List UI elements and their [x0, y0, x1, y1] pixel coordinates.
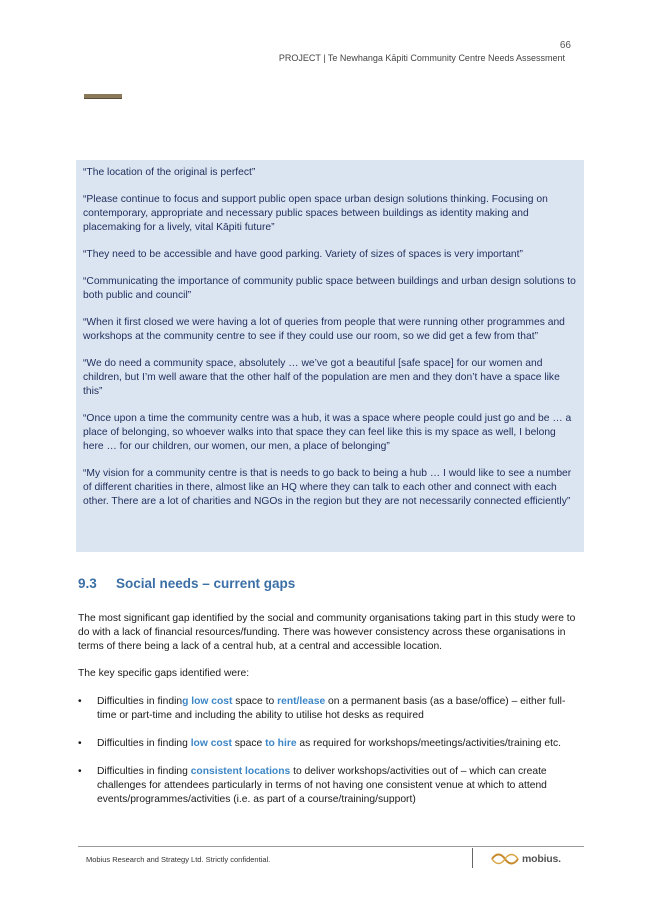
footer-divider [472, 848, 473, 868]
bullet-text: on a permanent basis (as a base/office) – either full-time or part-time and including the ability to utilise hot desks as required [97, 696, 566, 721]
highlight-text: g low cost [182, 696, 233, 707]
bullet-text: Difficulties in finding [97, 738, 191, 749]
bullet-text: Difficulties in findin [97, 696, 183, 707]
bullet-text: as required for workshops/meetings/activities/training etc. [296, 738, 561, 749]
quote: “Communicating the importance of community public space between buildings and urban design solutions to both public and council” [83, 276, 576, 301]
list-item [78, 695, 584, 723]
bullet-text: space [231, 738, 266, 749]
bullet-icon: • [78, 738, 82, 749]
quote: “My vision for a community centre is that is needs to go back to being a hub … I would like to see a number of different charities in there, almost like an HQ where they can talk to each other and connect with each other. There are a lot of charities and NGOs in the region but they are not necessarily connected efficiently” [83, 468, 572, 507]
list-item [78, 737, 584, 751]
quote: “We do need a community space, absolutely … we’ve got a beautiful [safe space] for our women and children, but I’m well aware that the other half of the population are men and they don’t have a space like this” [83, 358, 560, 397]
bullet-text: space to [232, 696, 278, 707]
bullet-icon: • [78, 696, 82, 707]
page-number: 66 [559, 40, 571, 51]
quote: “The location of the original is perfect” [83, 167, 256, 178]
bullet-text: Difficulties in finding [97, 766, 191, 777]
quote: “They need to be accessible and have good parking. Variety of sizes of spaces is very important” [83, 249, 523, 260]
quote-box [76, 160, 584, 552]
highlight-text: consistent locations [190, 766, 291, 777]
footer-text: Mobius Research and Strategy Ltd. Strictly confidential. [86, 855, 271, 864]
list-item [78, 765, 584, 807]
footer-rule [78, 846, 584, 847]
body-paragraph: The most significant gap identified by the social and community organisations taking part in this study were to do with a lack of financial resources/funding. There was however consistency across these organisations in terms of there being a lack of a central hub, at a central and accessible location. [78, 613, 576, 652]
highlight-text: rent/lease [277, 696, 326, 707]
logo-wordmark: mobius. [522, 853, 561, 865]
running-header: PROJECT | Te Newhanga Kāpiti Community Centre Needs Assessment [278, 53, 565, 63]
body-paragraph: The key specific gaps identified were: [78, 668, 250, 679]
quote: “Please continue to focus and support public open space urban design solutions thinking. Focusing on contemporary, appropriate and necessary public spaces between buildings as identity making and placemaking for a lively, vital Kāpiti future” [83, 194, 548, 233]
highlight-text: to hire [265, 738, 297, 749]
section-title: Social needs – current gaps [116, 576, 296, 591]
header-rule [84, 94, 122, 99]
bullet-icon: • [78, 766, 82, 777]
infinity-logo-icon [490, 852, 520, 866]
section-number: 9.3 [78, 576, 97, 591]
quote: “When it first closed we were having a lot of queries from people that were running other programmes and workshops at the community centre to see if they could use our room, so we did get a few from that” [83, 317, 565, 342]
quote: “Once upon a time the community centre was a hub, it was a space where people could just go and be … a place of belonging, so whoever walks into that space they can feel like this is my space as well, I belong here … for our children, our women, our men, a place of belonging” [83, 413, 572, 452]
mobius-logo [490, 850, 570, 868]
highlight-text: low cost [190, 738, 232, 749]
section-heading [78, 576, 295, 591]
gap-list [78, 695, 584, 821]
bullet-text: to deliver workshops/activities out of – which can create challenges for attendees particularly in terms of not having one consistent venue at which to attend events/programmes/activities (i.e. as part of a course/training/support) [97, 766, 547, 805]
